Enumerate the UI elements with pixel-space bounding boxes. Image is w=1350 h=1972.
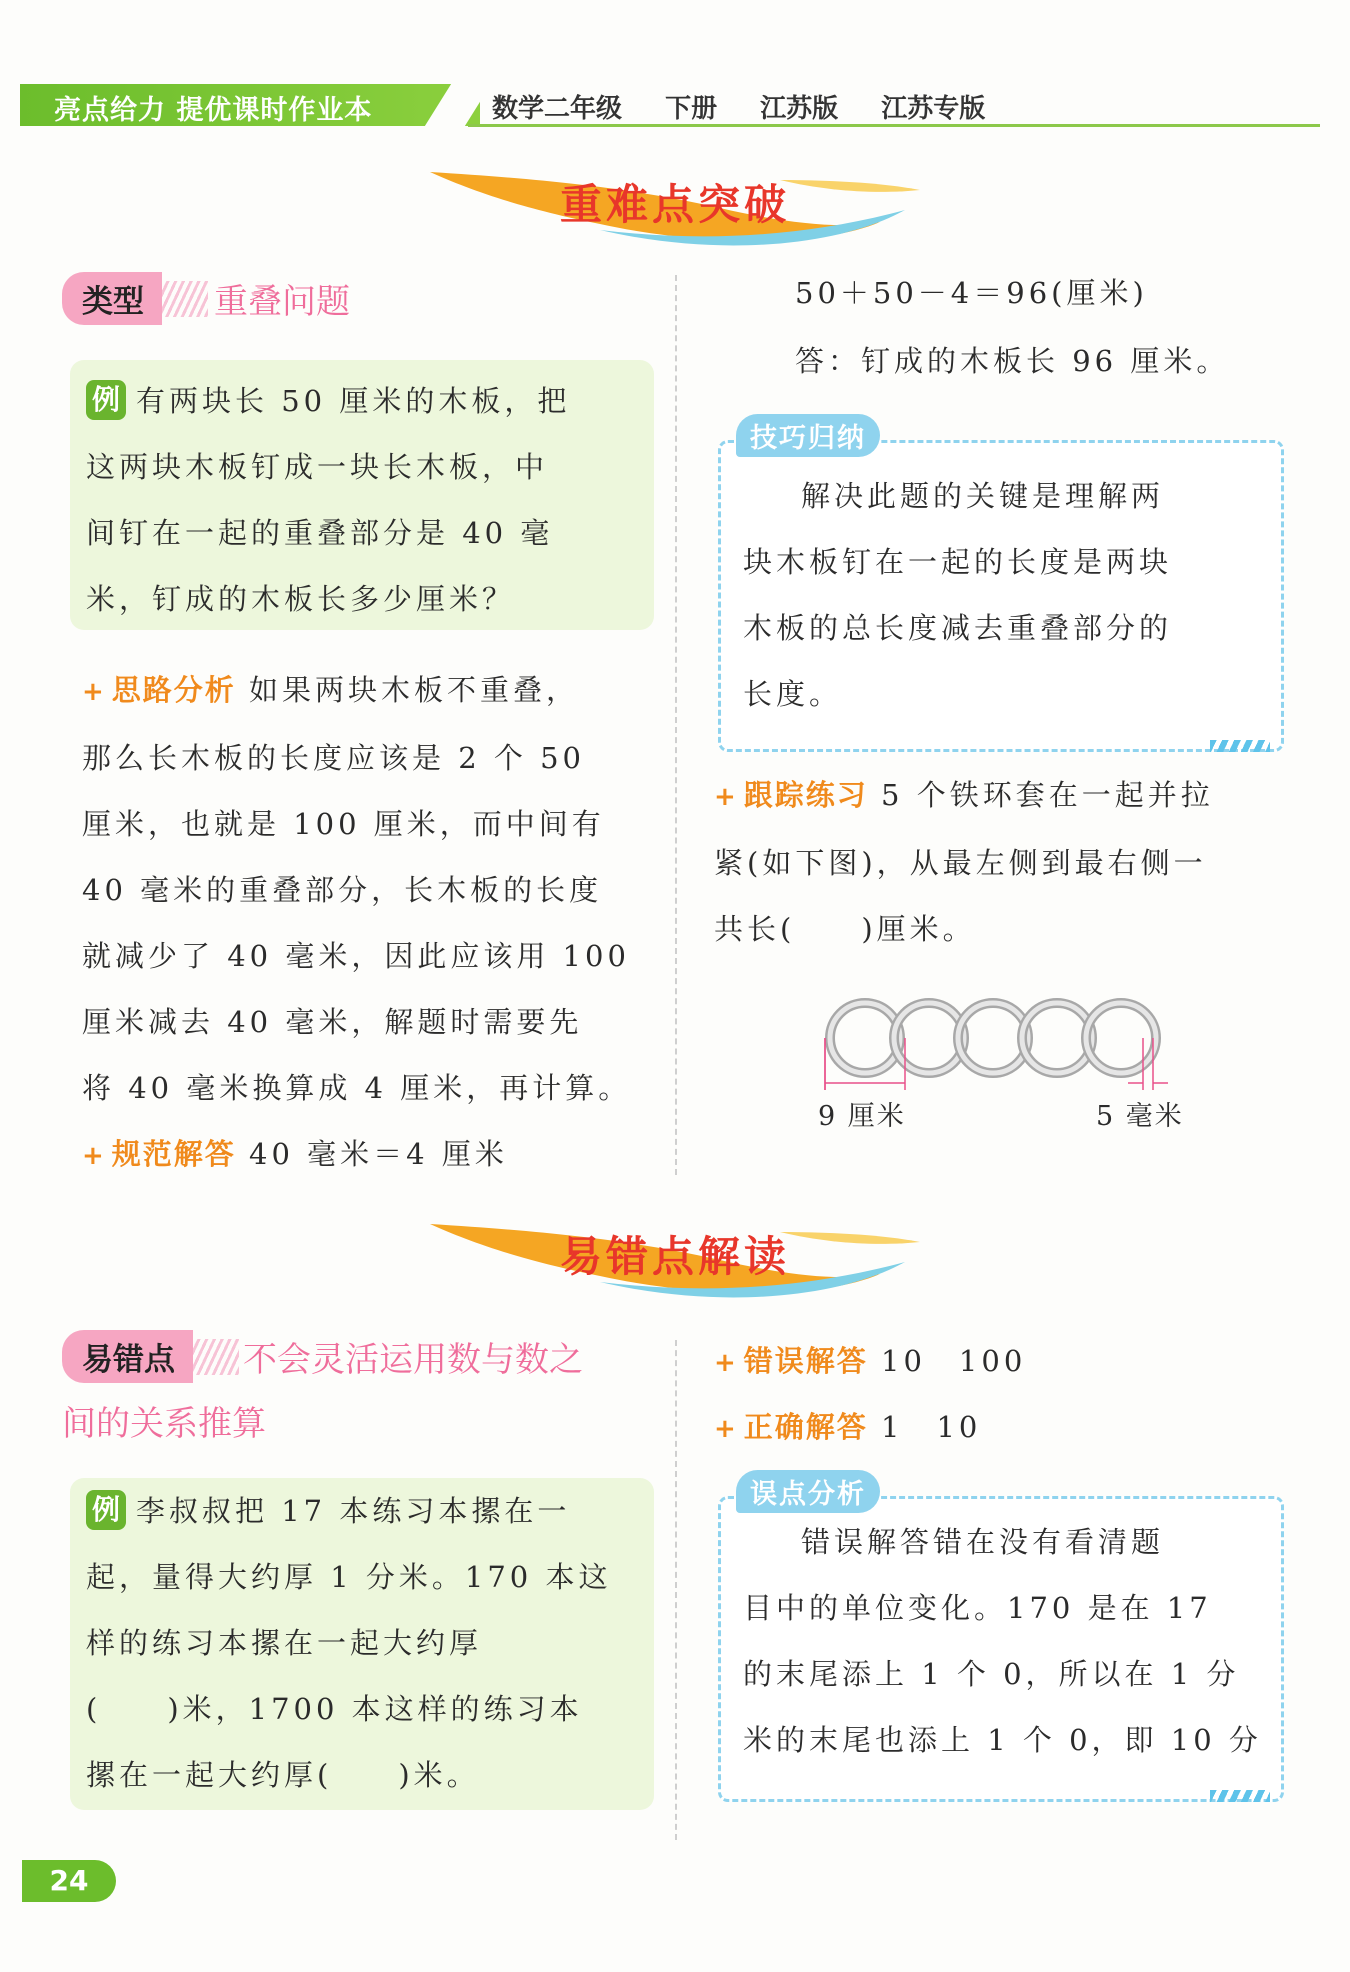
example-line: 起，量得大约厚 1 分米。170 本这 bbox=[86, 1560, 612, 1594]
tag-stripes bbox=[162, 281, 208, 317]
tip-line: 的末尾添上 1 个 0，所以在 1 分 bbox=[743, 1657, 1240, 1691]
solution-line: + 规范解答 40 毫米＝4 厘米 bbox=[82, 1137, 508, 1171]
tag-stripes bbox=[193, 1339, 239, 1375]
tip-line: 木板的总长度减去重叠部分的 bbox=[743, 611, 1173, 645]
type-tag-row bbox=[62, 272, 350, 325]
practice-line: 紧(如下图)，从最左侧到最右侧一 bbox=[714, 846, 1207, 880]
analysis-label: 思路分析 bbox=[111, 673, 236, 707]
analysis-line: 将 40 毫米换算成 4 厘米，再计算。 bbox=[82, 1071, 632, 1105]
right-label: 正确解答 bbox=[743, 1410, 868, 1444]
header-volume: 下册 bbox=[665, 94, 718, 124]
solution-calc: 50＋50－4＝96(厘米) bbox=[795, 276, 1148, 310]
tip-badge-2: 误点分析 bbox=[736, 1470, 880, 1513]
type-title: 重叠问题 bbox=[214, 282, 350, 322]
example-line: 样的练习本摞在一起大约厚 bbox=[86, 1626, 483, 1660]
figure-label-right: 5 毫米 bbox=[1096, 1101, 1184, 1132]
right-answer-line bbox=[714, 1394, 981, 1462]
plus-icon: + bbox=[714, 1414, 740, 1444]
example-box-1 bbox=[70, 360, 654, 630]
example-text-2 bbox=[70, 1478, 654, 1808]
tip-line: 块木板钉在一起的长度是两块 bbox=[743, 545, 1173, 579]
tip-line: 目中的单位变化。170 是在 17 bbox=[743, 1591, 1212, 1625]
analysis-line: 那么长木板的长度应该是 2 个 50 bbox=[82, 741, 586, 775]
plus-icon: + bbox=[82, 1141, 108, 1171]
tip-line: 长度。 bbox=[743, 677, 843, 711]
tip-corner-stripes bbox=[1210, 740, 1270, 752]
plus-icon: + bbox=[714, 1348, 740, 1378]
header-edition: 江苏版 bbox=[760, 94, 839, 124]
example-text-1 bbox=[70, 360, 654, 632]
header-rule bbox=[468, 124, 1320, 127]
tip-text-2 bbox=[721, 1499, 1281, 1773]
analysis-block bbox=[82, 657, 672, 1189]
example-line: 米，钉成的木板长多少厘米？ bbox=[86, 582, 516, 616]
tip-box-1 bbox=[718, 440, 1284, 752]
plus-icon: + bbox=[82, 677, 108, 707]
practice-line: 共长( )厘米。 bbox=[714, 912, 976, 946]
example-line: 例 有两块长 50 厘米的木板，把 bbox=[86, 368, 638, 434]
error-tag: 易错点 bbox=[62, 1330, 193, 1383]
tip-corner-stripes bbox=[1210, 1790, 1270, 1802]
example-box-2 bbox=[70, 1478, 654, 1810]
type-tag: 类型 bbox=[62, 272, 162, 325]
page-number: 24 bbox=[22, 1860, 116, 1902]
figure-label-left: 9 厘米 bbox=[818, 1101, 906, 1132]
tip-line: 错误解答错在没有看清题 bbox=[801, 1525, 1165, 1559]
tip-badge-1: 技巧归纳 bbox=[736, 414, 880, 457]
analysis-line: 厘米，也就是 100 厘米，而中间有 bbox=[82, 807, 605, 841]
wrong-answer-line bbox=[714, 1328, 1026, 1396]
column-divider bbox=[675, 275, 677, 1175]
plus-icon: + bbox=[714, 782, 740, 812]
example-line: ( )米，1700 本这样的练习本 bbox=[86, 1692, 583, 1726]
section2-banner bbox=[0, 1202, 1350, 1312]
example-line: 间钉在一起的重叠部分是 40 毫 bbox=[86, 516, 554, 550]
section1-title: 重难点突破 bbox=[559, 180, 790, 229]
analysis-line: 就减少了 40 毫米，因此应该用 100 bbox=[82, 939, 630, 973]
solution-answer: 答：钉成的木板长 96 厘米。 bbox=[795, 344, 1230, 378]
analysis-line: 厘米减去 40 毫米，解题时需要先 bbox=[82, 1005, 583, 1039]
example-line: 摞在一起大约厚( )米。 bbox=[86, 1758, 480, 1792]
error-tag-row bbox=[62, 1330, 583, 1383]
tip-text-1 bbox=[721, 443, 1281, 727]
tip-line: 米的末尾也添上 1 个 0，即 10 分 bbox=[743, 1723, 1262, 1757]
practice-block bbox=[714, 762, 1314, 962]
solution-label: 规范解答 bbox=[111, 1137, 236, 1171]
tip-line: 解决此题的关键是理解两 bbox=[801, 479, 1165, 513]
wrong-answer: 10 100 bbox=[881, 1344, 1027, 1378]
header-special: 江苏专版 bbox=[881, 94, 986, 124]
example-badge: 例 bbox=[86, 1490, 126, 1530]
practice-label: 跟踪练习 bbox=[743, 778, 868, 812]
right-answer: 1 10 bbox=[881, 1410, 982, 1444]
section2-title: 易错点解读 bbox=[559, 1232, 790, 1281]
ring-chain bbox=[830, 1003, 1156, 1073]
error-title-line2: 间的关系推算 bbox=[62, 1404, 266, 1444]
header-brand: 亮点给力 提优课时作业本 bbox=[54, 95, 373, 126]
header-subject: 数学二年级 bbox=[492, 94, 623, 124]
analysis-line: + 思路分析 如果两块木板不重叠， bbox=[82, 673, 580, 707]
header-info bbox=[492, 88, 1019, 125]
example-line: 例 李叔叔把 17 本练习本摞在一 bbox=[86, 1478, 638, 1544]
example-badge: 例 bbox=[86, 380, 126, 420]
tip-box-2 bbox=[718, 1496, 1284, 1802]
column-divider bbox=[675, 1340, 677, 1840]
section1-banner bbox=[0, 150, 1350, 260]
error-title-line1: 不会灵活运用数与数之 bbox=[243, 1340, 583, 1380]
practice-line: + 跟踪练习 5 个铁环套在一起并拉 bbox=[714, 778, 1214, 812]
analysis-line: 40 毫米的重叠部分，长木板的长度 bbox=[82, 873, 603, 907]
example-line: 这两块木板钉成一块长木板，中 bbox=[86, 450, 549, 484]
wrong-label: 错误解答 bbox=[743, 1344, 868, 1378]
